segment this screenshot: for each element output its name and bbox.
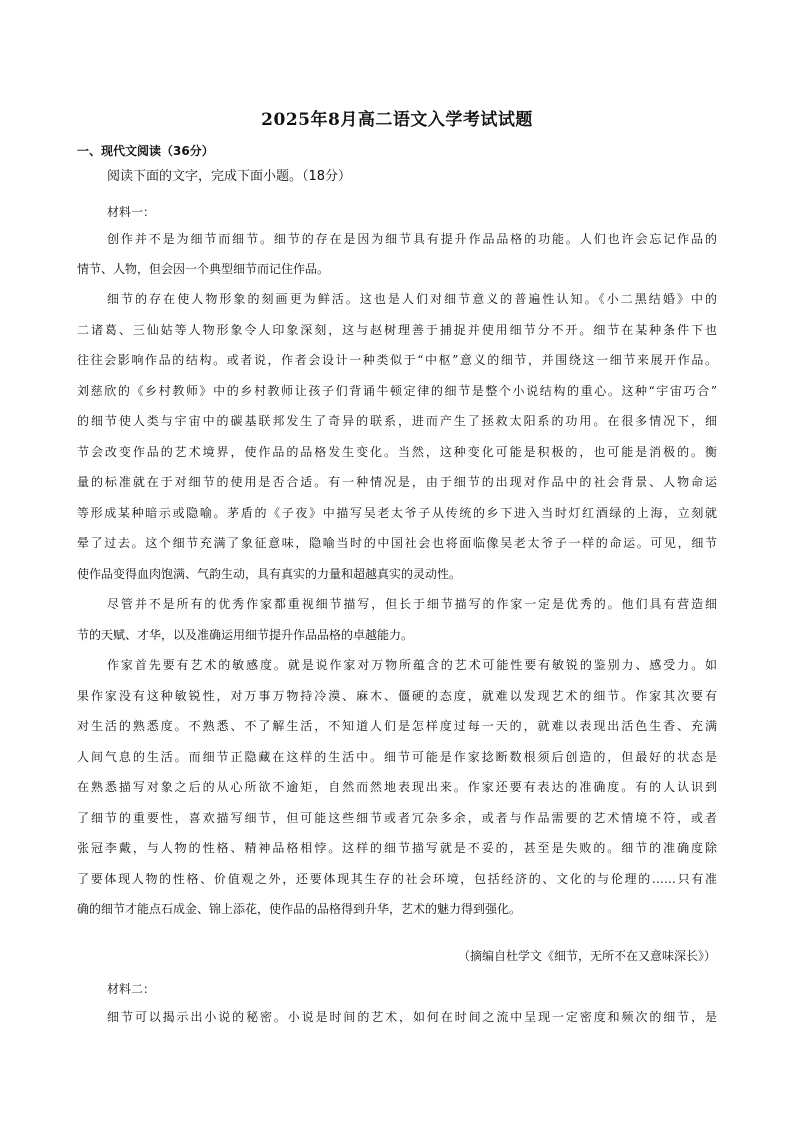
paragraph-line: 对生活的熟悉度。不熟悉、不了解生活，不知道人们是怎样度过每一天的，就难以表现出活色生香、充满 [77, 719, 717, 733]
exam-title: 2025年8月高二语文入学考试试题 [261, 110, 533, 130]
paragraph-line: 细节的存在使人物形象的刻画更为鲜活。这也是人们对细节意义的普遍性认知。《小二黑结婚》中的 [107, 292, 717, 306]
paragraph-line: 刘慈欣的《乡村教师》中的乡村教师让孩子们背诵牛顿定律的细节是整个小说结构的重心。这种“宇宙巧合” [77, 384, 717, 398]
material-one-source: （摘编自杜学文《细节，无所不在又意味深长》） [457, 949, 716, 963]
material-two-label: 材料二： [107, 982, 156, 996]
paragraph-line: 等形成某种暗示或隐喻。茅盾的《子夜》中描写吴老太爷子从传统的乡下进入当时灯红酒绿的上海，立刻就 [77, 506, 717, 520]
paragraph-line: 人间气息的生活。而细节正隐藏在这样的生活中。细节可能是作家捻断数根须后创造的，但最好的状态是 [77, 750, 717, 764]
material-one-label: 材料一： [107, 205, 156, 219]
paragraph-line: 创作并不是为细节而细节。细节的存在是因为细节具有提升作品品格的功能。人们也许会忘记作品的 [107, 232, 717, 246]
paragraph-line: 张冠李戴，与人物的性格、精神品格相悖。这样的细节描写就是不妥的，甚至是失败的。细节的准确度除 [77, 841, 717, 855]
paragraph-line: 晕了过去。这个细节充满了象征意味，隐喻当时的中国社会也将面临像吴老太爷子一样的命运。可见，细节 [77, 536, 717, 550]
paragraph-line: 了细节的重要性，喜欢描写细节，但可能这些细节或者冗杂多余，或者与作品需要的艺术情境不符，或者 [77, 811, 717, 825]
paragraph-line: 确的细节才能点石成金、锦上添花，使作品的品格得到升华，艺术的魅力得到强化。 [77, 902, 522, 916]
paragraph-line: 往往会影响作品的结构。或者说，作者会设计一种类似于“中枢”意义的细节，并围绕这一细节来展开作品。 [77, 353, 717, 367]
paragraph-line: 了要体现人物的性格、价值观之外，还要体现其生存的社会环境，包括经济的、文化的与伦理的……只有准 [77, 872, 717, 886]
paragraph-line: 情节、人物，但会因一个典型细节而记住作品。 [77, 262, 330, 276]
paragraph-line: 在熟悉描写对象之后的从心所欲不逾矩，自然而然地表现出来。作家还要有表达的准确度。有的人认识到 [77, 780, 717, 794]
paragraph-line: 二诸葛、三仙姑等人物形象令人印象深刻，这与赵树理善于捕捉并使用细节分不开。细节在某种条件下也 [77, 323, 717, 337]
paragraph-line: 量的标准就在于对细节的使用是否合适。有一种情况是，由于细节的出现对作品中的社会背景、人物命运 [77, 475, 717, 489]
section-heading: 一、现代文阅读（36分） [77, 144, 214, 158]
paragraph-line: 作家首先要有艺术的敏感度。就是说作家对万物所蕴含的艺术可能性要有敏锐的鉴别力、感受力。如 [107, 658, 717, 672]
paragraph-line: 节的天赋、才华，以及准确运用细节提升作品品格的卓越能力。 [77, 628, 414, 642]
paragraph-line: 果作家没有这种敏锐性，对万事万物持冷漠、麻木、僵硬的态度，就难以发现艺术的细节。作家其次要有 [77, 689, 717, 703]
paragraph-line: 细节可以揭示出小说的秘密。小说是时间的艺术，如何在时间之流中呈现一定密度和频次的细节，是 [107, 1010, 717, 1024]
paragraph-line: 尽管并不是所有的优秀作家都重视细节描写，但长于细节描写的作家一定是优秀的。他们具有营造细 [107, 597, 717, 611]
paragraph-line: 的细节使人类与宇宙中的碳基联邦发生了奇异的联系，进而产生了拯救太阳系的功用。在很多情况下，细 [77, 414, 717, 428]
paragraph-line: 节会改变作品的艺术境界，使作品的品格发生变化。当然，这种变化可能是积极的，也可能是消极的。衡 [77, 445, 717, 459]
reading-instruction: 阅读下面的文字，完成下面小题。（18分） [107, 169, 352, 184]
paragraph-line: 使作品变得血肉饱满、气韵生动，具有真实的力量和超越真实的灵动性。 [77, 567, 462, 581]
